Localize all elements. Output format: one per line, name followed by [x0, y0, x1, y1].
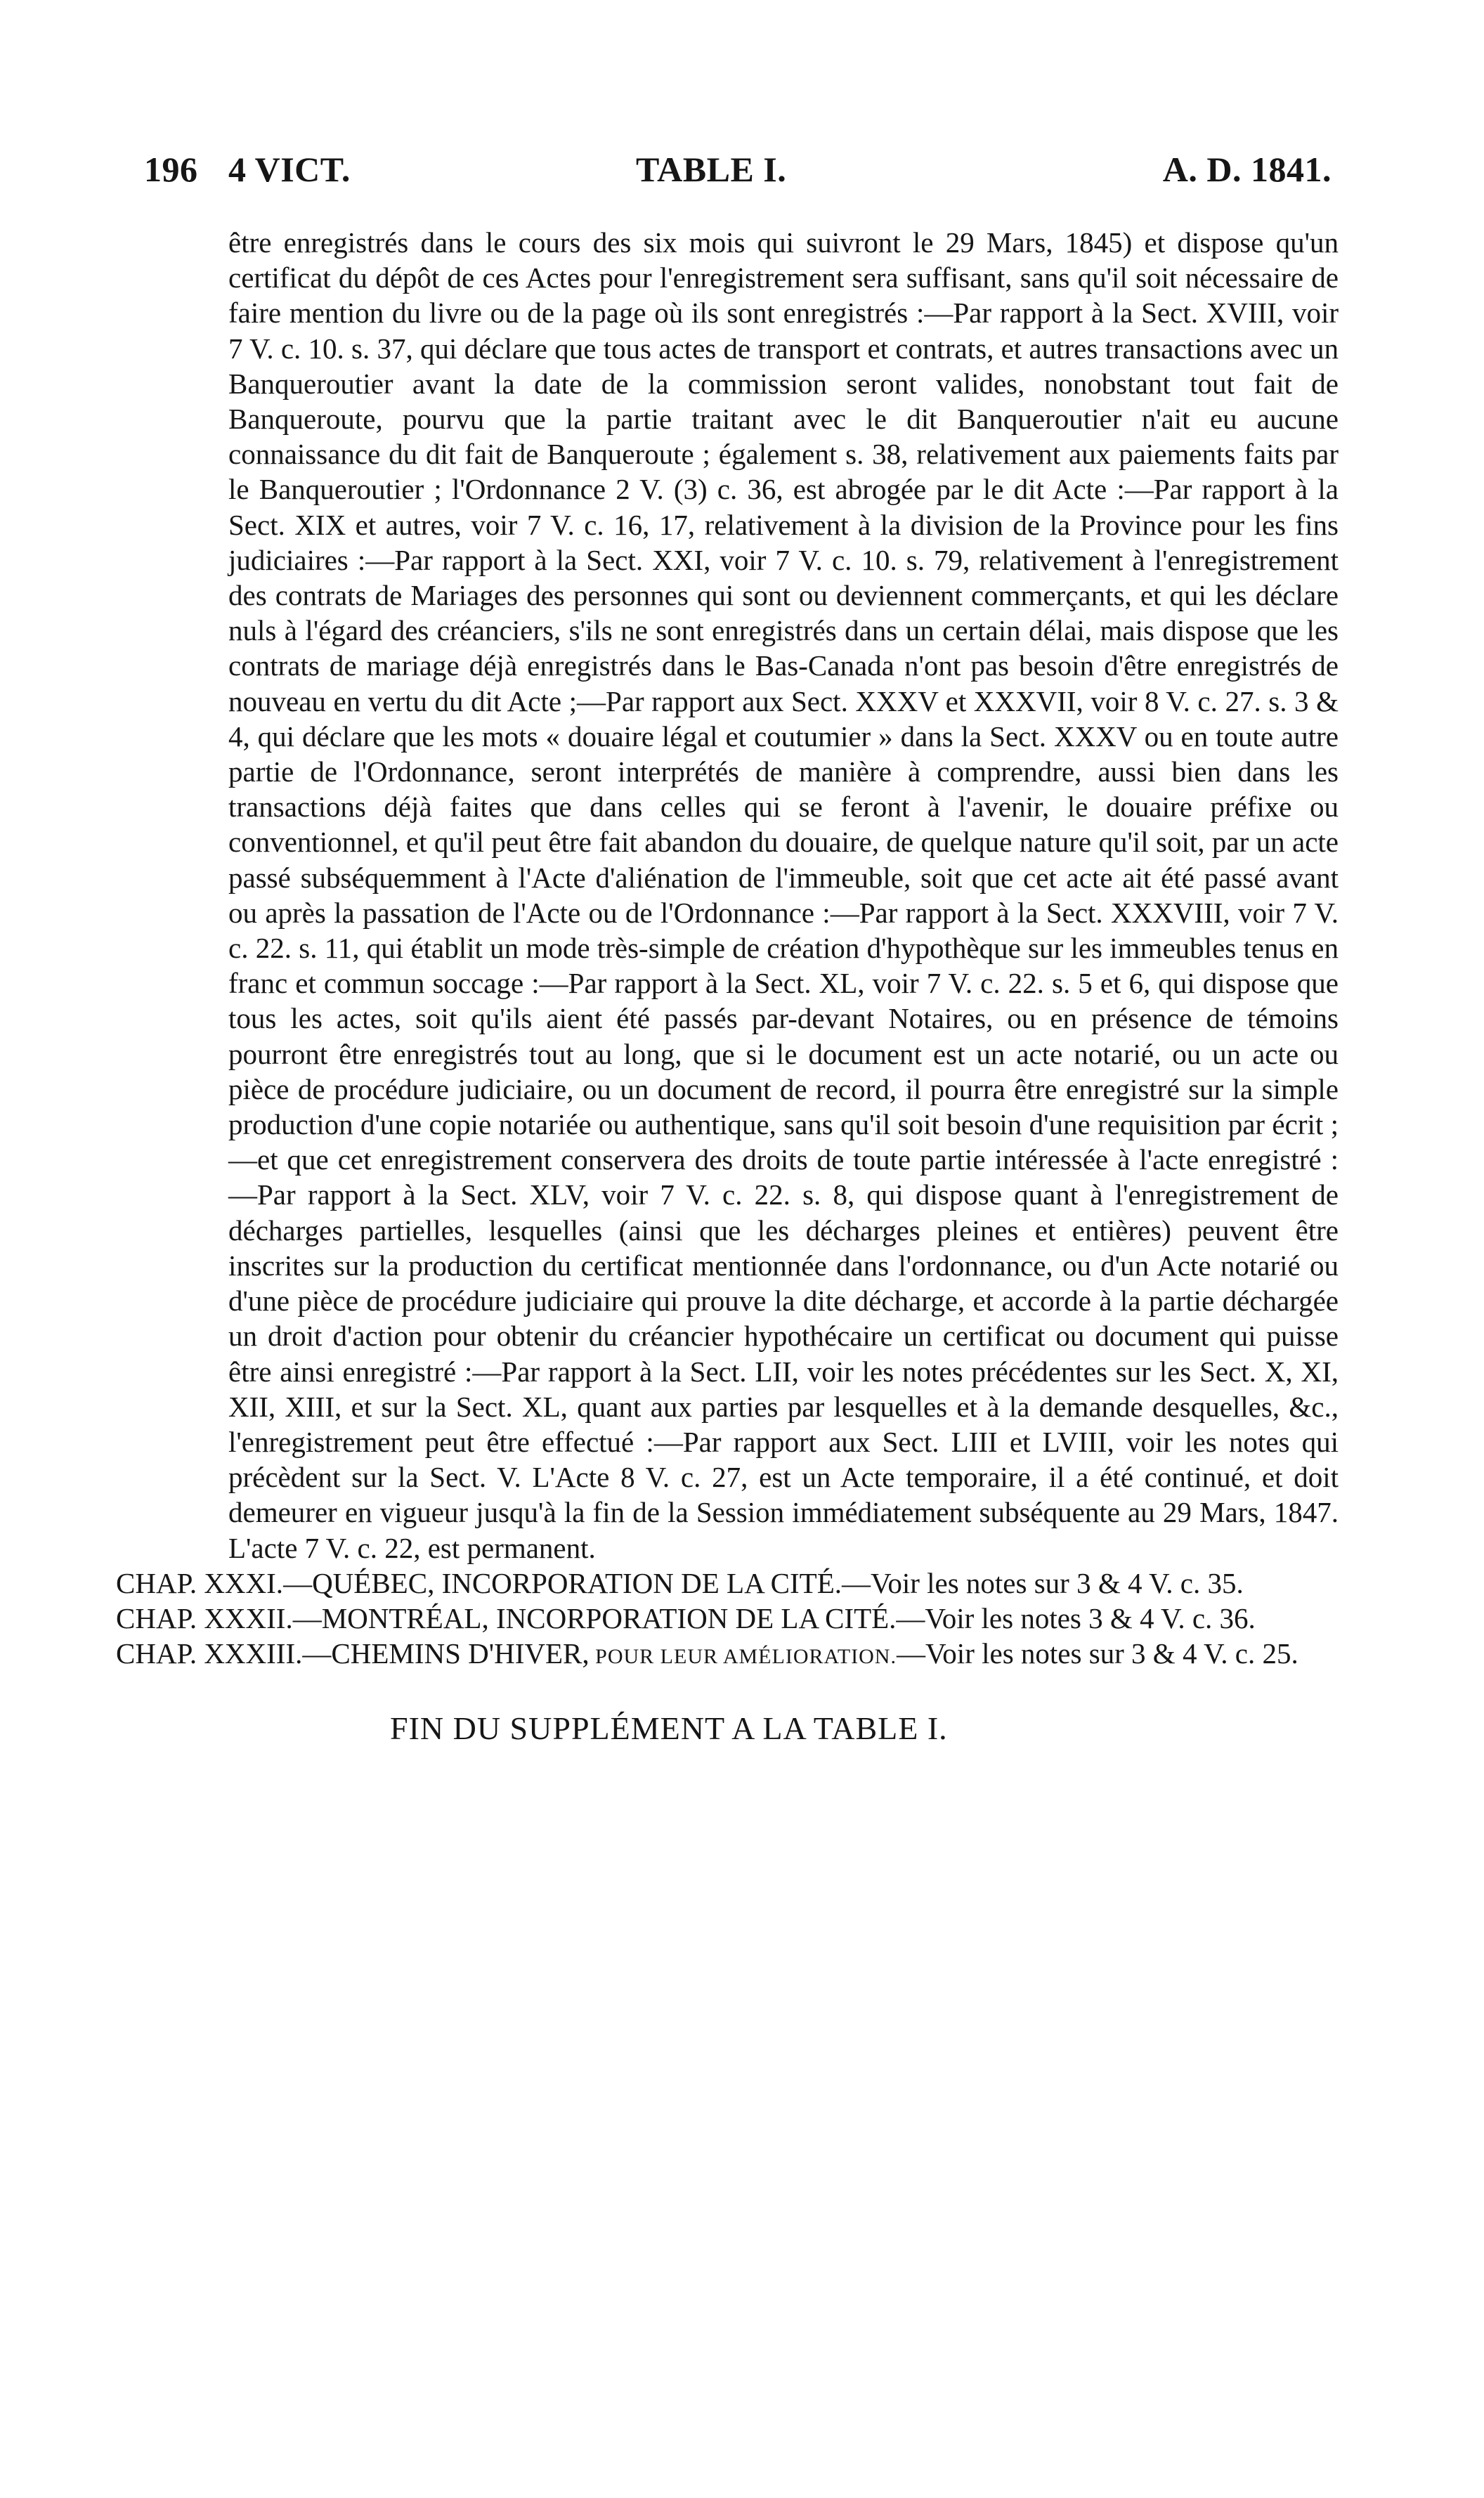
year-label: A. D. 1841. — [1162, 150, 1332, 189]
chapter-number: CHAP. XXXIII. — [116, 1637, 303, 1670]
body-text — [116, 225, 1339, 1747]
chapter-name: —MONTRÉAL, INCORPORATION DE LA CITÉ. — [292, 1601, 897, 1634]
chapter-name: —CHEMINS D'HIVER, — [302, 1637, 590, 1670]
chapter-subtitle-smallcaps: POUR LEUR AMÉLIORATION. — [589, 1645, 897, 1669]
chapter-name: —QUÉBEC, INCORPORATION DE LA CITÉ. — [283, 1566, 842, 1599]
chapter-entry-xxxii — [116, 1601, 1339, 1636]
chapter-note: —Voir les notes sur 3 & 4 V. c. 25. — [896, 1637, 1298, 1670]
chapter-note: —Voir les notes 3 & 4 V. c. 36. — [896, 1601, 1256, 1634]
running-head — [144, 149, 1332, 198]
chapter-entry-xxxiii — [116, 1636, 1339, 1674]
chapter-number: CHAP. XXXI. — [116, 1566, 284, 1599]
page-number: 196 — [144, 150, 198, 189]
chapter-entry-xxxi — [116, 1566, 1339, 1601]
table-title: TABLE I. — [636, 150, 787, 189]
chapter-note: —Voir les notes sur 3 & 4 V. c. 35. — [842, 1566, 1244, 1599]
chapter-number: CHAP. XXXII. — [116, 1601, 293, 1634]
closing-line: FIN DU SUPPLÉMENT A LA TABLE I. — [390, 1710, 948, 1747]
continuation-paragraph: être enregistrés dans le cours des six mois qui suivront le 29 Mars, 1845) et dispose qu'un certificat du dépôt de ces Actes pour l'enregistrement sera suffisant, sans qu'il soit nécessaire de faire mention du livre ou de la page où ils sont enregistrés :—Par rapport à la Sect. XVIII, voir 7 V. c. 10. s. 37, qui déclare que tous actes de transport et contrats, et autres transactions avec un Banqueroutier avant la date de la commission seront valides, nonobstant tout fait de Banqueroute, pourvu que la partie traitant avec le dit Banqueroutier n'ait eu aucune connaissance du dit fait de Banqueroute ; également s. 38, relativement aux paiements faits par le Banqueroutier ; l'Ordonnance 2 V. (3) c. 36, est abrogée par le dit Acte :—Par rapport à la Sect. XIX et autres, voir 7 V. c. 16, 17, relativement à la division de la Province pour les fins judiciaires :—Par rapport à la Sect. XXI, voir 7 V. c. 10. s. 79, relativement à l'enregistrement des contrats de Mariages des personnes qui sont ou deviennent commerçants, et qui les déclare nuls à l'égard des créanciers, s'ils ne sont enregistrés dans un certain délai, mais dispose que les contrats de mariage déjà enregistrés dans le Bas-Canada n'ont pas besoin d'être enregistrés de nouveau en vertu du dit Acte ;—Par rapport aux Sect. XXXV et XXXVII, voir 8 V. c. 27. s. 3 & 4, qui déclare que les mots « douaire légal et coutumier » dans la Sect. XXXV ou en toute autre partie de l'Ordonnance, seront interprétés de manière à comprendre, aussi bien dans les transactions déjà faites que dans celles qui se feront à l'avenir, le douaire préfixe ou conventionnel, et qu'il peut être fait abandon du douaire, de quelque nature qu'il soit, par un acte passé subséquemment à l'Acte d'aliénation de l'immeuble, soit que cet acte ait été passé avant ou après la passation de l'Acte ou de l'Ordonnance :—Par rapport à la Sect. XXXVIII, voir 7 V. c. 22. s. 11, qui établit un mode très-simple de création d'hypothèque sur les immeubles tenus en franc et commun soccage :—Par rapport à la Sect. XL, voir 7 V. c. 22. s. 5 et 6, qui dispose que tous les actes, soit qu'ils aient été passés par-devant Notaires, ou en présence de témoins pourront être enregistrés tout au long, que si le document est un acte notarié, ou un acte ou pièce de procédure judiciaire, ou un document de record, il pourra être enregistré sur la simple production d'une copie notariée ou authentique, sans qu'il soit besoin d'une requisition par écrit ;—et que cet enregistrement conservera des droits de toute partie intéressée à l'acte enregistré :—Par rapport à la Sect. XLV, voir 7 V. c. 22. s. 8, qui dispose quant à l'enregistrement de décharges partielles, lesquelles (ainsi que les décharges pleines et entières) peuvent être inscrites sur la production du certificat mentionnée dans l'ordonnance, ou d'un Acte notarié ou d'une pièce de procédure judiciaire qui prouve la dite décharge, et accorde à la partie déchargée un droit d'action pour obtenir du créancier hypothécaire un certificat ou document qui puisse être ainsi enregistré :—Par rapport à la Sect. LII, voir les notes précédentes sur les Sect. X, XI, XII, XIII, et sur la Sect. XL, quant aux parties par lesquelles et à la demande desquelles, &c., l'enregistrement peut être effectué :—Par rapport aux Sect. LIII et LVIII, voir les notes qui précèdent sur la Sect. V. L'Acte 8 V. c. 27, est un Acte temporaire, il a été continué, et doit demeurer en vigueur jusqu'à la fin de la Session immédiatement subséquente au 29 Mars, 1847. L'acte 7 V. c. 22, est permanent. — [228, 226, 1339, 1564]
reign-label: 4 VICT. — [228, 150, 351, 189]
